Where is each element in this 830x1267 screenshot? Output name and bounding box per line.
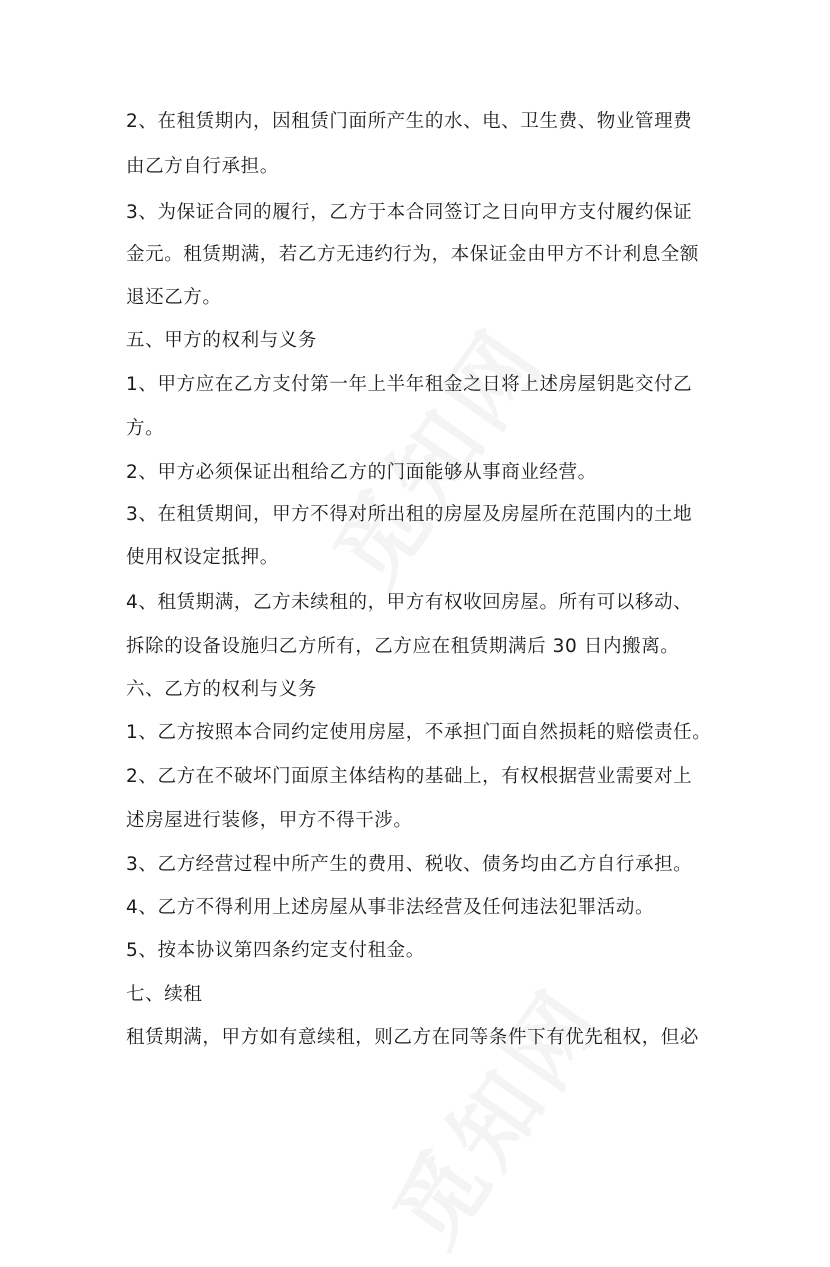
paragraph-line: 2、甲方必须保证出租给乙方的门面能够从事商业经营。	[126, 462, 597, 483]
paragraph-line: 由乙方自行承担。	[126, 156, 279, 177]
paragraph-line: 3、在租赁期间，甲方不得对所出租的房屋及房屋所在范围内的土地	[126, 504, 693, 525]
paragraph-line: 5、按本协议第四条约定支付租金。	[126, 940, 425, 961]
section-heading: 七、续租	[126, 984, 203, 1005]
paragraph-line: 1、甲方应在乙方支付第一年上半年租金之日将上述房屋钥匙交付乙	[126, 374, 693, 395]
paragraph-line: 述房屋进行装修，甲方不得干涉。	[126, 810, 413, 831]
paragraph-line: 3、为保证合同的履行，乙方于本合同签订之日向甲方支付履约保证	[126, 202, 693, 223]
paragraph-line: 租赁期满，甲方如有意续租，则乙方在同等条件下有优先租权，但必	[126, 1027, 700, 1048]
section-heading: 六、乙方的权利与义务	[126, 679, 318, 700]
paragraph-line: 1、乙方按照本合同约定使用房屋，不承担门面自然损耗的赔偿责任。	[126, 722, 712, 743]
paragraph-line: 拆除的设备设施归乙方所有，乙方应在租赁期满后 30 日内搬离。	[126, 636, 680, 657]
paragraph-line: 2、在租赁期内，因租赁门面所产生的水、电、卫生费、物业管理费	[126, 111, 693, 132]
paragraph-line: 退还乙方。	[126, 287, 222, 308]
section-heading: 五、甲方的权利与义务	[126, 330, 318, 351]
paragraph-line: 方。	[126, 418, 165, 439]
paragraph-line: 4、乙方不得利用上述房屋从事非法经营及任何违法犯罪活动。	[126, 897, 655, 918]
paragraph-line: 2、乙方在不破坏门面原主体结构的基础上，有权根据营业需要对上	[126, 766, 693, 787]
paragraph-line: 使用权设定抵押。	[126, 547, 279, 568]
paragraph-line: 金元。租赁期满，若乙方无违约行为，本保证金由甲方不计利息全额	[126, 244, 700, 265]
paragraph-line: 4、租赁期满，乙方未续租的，甲方有权收回房屋。所有可以移动、	[126, 592, 693, 613]
paragraph-line: 3、乙方经营过程中所产生的费用、税收、债务均由乙方自行承担。	[126, 854, 693, 875]
